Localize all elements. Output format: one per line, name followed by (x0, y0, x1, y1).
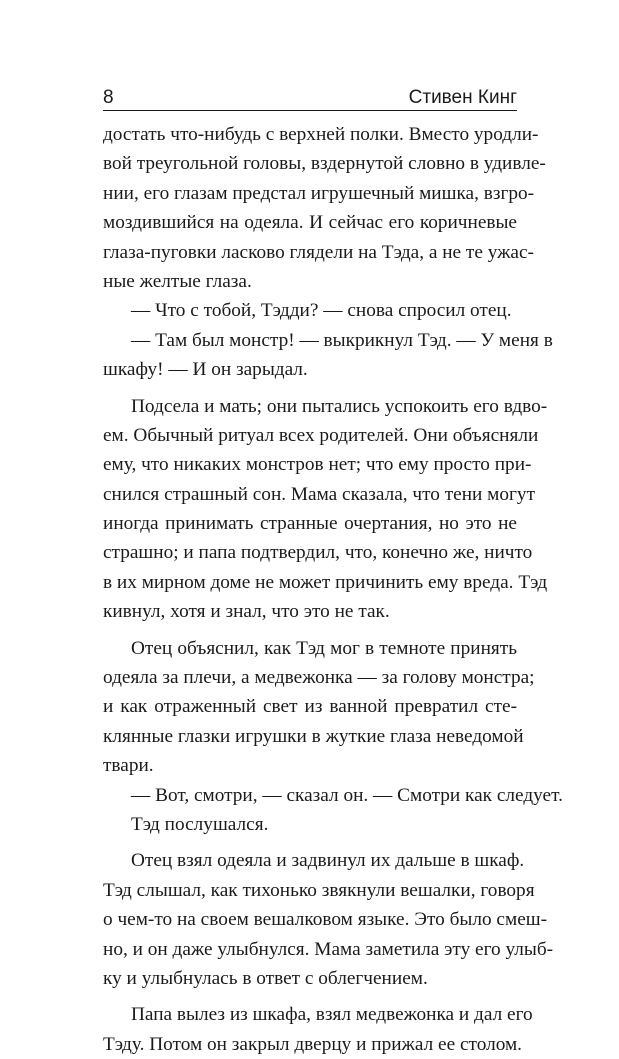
text-line: моздившийся на одеяла. И сейчас его коричневые (103, 212, 517, 234)
body-text (103, 120, 563, 1059)
text-line: но, и он даже улыбнулся. Мама заметила эту его улыб- (103, 938, 554, 960)
text-line: — Что с тобой, Тэдди? — снова спросил отец. (131, 300, 512, 322)
text-line: кивнул, хотя и знал, что это не так. (103, 601, 390, 623)
text-line: Тэду. Потом он закрыл дверцу и прижал ее столом. (103, 1033, 523, 1055)
text-line: шкафу! — И он зарыдал. (103, 359, 308, 381)
text-line: нии, его глазам предстал игрушечный мишка, взгро- (103, 182, 535, 204)
text-line: ные желтые глаза. (103, 270, 252, 292)
text-line: Подсела и мать; они пытались успокоить его вдво- (131, 395, 548, 417)
text-line: ем. Обычный ритуал всех родителей. Они объясняли (103, 424, 539, 446)
text-line: ку и улыбнулась в ответ с облегчением. (103, 967, 428, 989)
text-line: достать что-нибудь с верхней полки. Вместо уродли- (103, 124, 539, 145)
header-rule (103, 110, 517, 111)
text-line: Тэд слышал, как тихонько звякнули вешалки, говоря (103, 879, 535, 901)
text-line: о чем-то на своем вешалковом языке. Это было смеш- (103, 909, 548, 931)
text-line: ему, что никаких монстров нет; что ему просто при- (103, 454, 532, 476)
page-number: 8 (103, 87, 114, 108)
text-line: одеяла за плечи, а медвежонка — за голову монстра; (103, 667, 535, 689)
text-line: в их мирном доме не может причинить ему вреда. Тэд (103, 571, 548, 593)
text-line: снился страшный сон. Мама сказала, что тени могут (103, 483, 535, 505)
text-line: твари. (103, 755, 154, 777)
text-line: глаза-пуговки ласково глядели на Тэда, а не те ужас- (103, 241, 534, 263)
text-line: Тэд послушался. (131, 813, 269, 835)
page-header (103, 83, 517, 113)
text-line: и как отраженный свет из ванной превратил сте- (103, 696, 517, 718)
text-line: Отец взял одеяла и задвинул их дальше в шкаф. (131, 850, 525, 872)
text-line: — Там был монстр! — выкрикнул Тэд. — У меня в (131, 329, 553, 351)
text-line: — Вот, смотри, — сказал он. — Смотри как следует. (131, 784, 563, 806)
text-line: клянные глазки игрушки в жуткие глаза неведомой (103, 725, 524, 747)
text-line: Папа вылез из шкафа, взял медвежонка и дал его (131, 1004, 533, 1026)
text-line: страшно; и папа подтвердил, что, конечно же, ничто (103, 542, 533, 564)
text-line: иногда принимать странные очертания, но это не (103, 513, 517, 535)
text-line: вой треугольной головы, вздернутой словно в удивле- (103, 153, 546, 175)
running-head-author: Стивен Кинг (408, 87, 517, 108)
text-line: Отец объяснил, как Тэд мог в темноте принять (131, 637, 517, 659)
